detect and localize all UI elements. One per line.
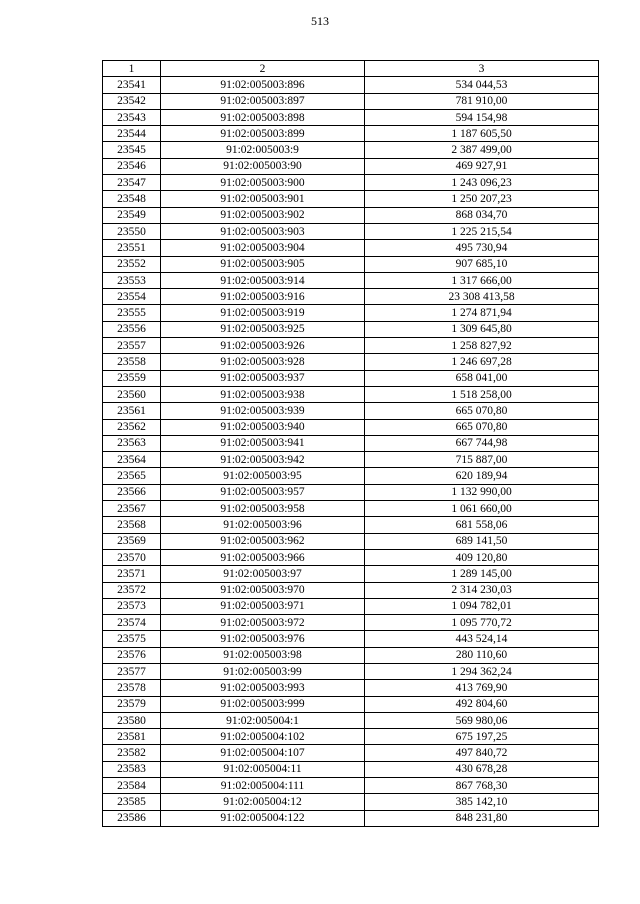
value-cell: 497 840,72: [365, 745, 599, 761]
table-body: [103, 77, 599, 827]
table-row: [103, 680, 599, 696]
page-number: 513: [311, 14, 329, 28]
value-cell: 23 308 413,58: [365, 289, 599, 305]
row-number-cell: 23567: [103, 501, 161, 517]
row-number-cell: 23560: [103, 386, 161, 402]
row-number-cell: 23547: [103, 175, 161, 191]
value-cell: 620 189,94: [365, 468, 599, 484]
table-row: [103, 729, 599, 745]
row-number-cell: 23569: [103, 533, 161, 549]
table-row: [103, 272, 599, 288]
value-cell: 1 094 782,01: [365, 598, 599, 614]
table-row: [103, 256, 599, 272]
cadastral-number-cell: 91:02:005004:111: [161, 778, 365, 794]
table-row: [103, 631, 599, 647]
cadastral-number-cell: 91:02:005003:95: [161, 468, 365, 484]
cadastral-number-cell: 91:02:005003:900: [161, 175, 365, 191]
value-cell: 385 142,10: [365, 794, 599, 810]
value-cell: 1 250 207,23: [365, 191, 599, 207]
cadastral-number-cell: 91:02:005003:98: [161, 647, 365, 663]
data-table: [102, 60, 599, 827]
value-cell: 715 887,00: [365, 452, 599, 468]
row-number-cell: 23571: [103, 566, 161, 582]
value-cell: 1 274 871,94: [365, 305, 599, 321]
table-row: [103, 566, 599, 582]
value-cell: 413 769,90: [365, 680, 599, 696]
table-row: [103, 484, 599, 500]
row-number-cell: 23544: [103, 126, 161, 142]
row-number-cell: 23583: [103, 761, 161, 777]
cadastral-number-cell: 91:02:005003:940: [161, 419, 365, 435]
cadastral-number-cell: 91:02:005003:90: [161, 158, 365, 174]
table-row: [103, 386, 599, 402]
cadastral-number-cell: 91:02:005003:925: [161, 321, 365, 337]
row-number-cell: 23552: [103, 256, 161, 272]
row-number-cell: 23582: [103, 745, 161, 761]
cadastral-number-cell: 91:02:005003:905: [161, 256, 365, 272]
row-number-cell: 23561: [103, 403, 161, 419]
value-cell: 658 041,00: [365, 370, 599, 386]
table-row: [103, 240, 599, 256]
value-cell: 495 730,94: [365, 240, 599, 256]
row-number-cell: 23579: [103, 696, 161, 712]
cadastral-number-cell: 91:02:005003:999: [161, 696, 365, 712]
table-row: [103, 696, 599, 712]
value-cell: 689 141,50: [365, 533, 599, 549]
row-number-cell: 23543: [103, 109, 161, 125]
row-number-cell: 23585: [103, 794, 161, 810]
row-number-cell: 23576: [103, 647, 161, 663]
table-row: [103, 338, 599, 354]
column-header: 1: [103, 61, 161, 77]
row-number-cell: 23566: [103, 484, 161, 500]
value-cell: 1 243 096,23: [365, 175, 599, 191]
table-row: [103, 77, 599, 93]
cadastral-number-cell: 91:02:005003:896: [161, 77, 365, 93]
table-row: [103, 615, 599, 631]
cadastral-number-cell: 91:02:005003:902: [161, 207, 365, 223]
cadastral-number-cell: 91:02:005003:898: [161, 109, 365, 125]
value-cell: 1 061 660,00: [365, 501, 599, 517]
value-cell: 2 387 499,00: [365, 142, 599, 158]
value-cell: 443 524,14: [365, 631, 599, 647]
row-number-cell: 23568: [103, 517, 161, 533]
column-header: 3: [365, 61, 599, 77]
table-row: [103, 778, 599, 794]
table-row: [103, 370, 599, 386]
table-row: [103, 468, 599, 484]
cadastral-number-cell: 91:02:005003:942: [161, 452, 365, 468]
cadastral-number-cell: 91:02:005003:899: [161, 126, 365, 142]
cadastral-number-cell: 91:02:005003:901: [161, 191, 365, 207]
table-row: [103, 647, 599, 663]
table-row: [103, 517, 599, 533]
table-row: [103, 810, 599, 826]
cadastral-number-cell: 91:02:005003:937: [161, 370, 365, 386]
table-row: [103, 175, 599, 191]
cadastral-number-cell: 91:02:005003:976: [161, 631, 365, 647]
cadastral-number-cell: 91:02:005004:1: [161, 712, 365, 728]
row-number-cell: 23578: [103, 680, 161, 696]
value-cell: 1 225 215,54: [365, 223, 599, 239]
row-number-cell: 23541: [103, 77, 161, 93]
table-row: [103, 533, 599, 549]
row-number-cell: 23555: [103, 305, 161, 321]
value-cell: 665 070,80: [365, 419, 599, 435]
table-row: [103, 93, 599, 109]
row-number-cell: 23550: [103, 223, 161, 239]
table-row: [103, 761, 599, 777]
table-row: [103, 712, 599, 728]
value-cell: 907 685,10: [365, 256, 599, 272]
table-row: [103, 223, 599, 239]
value-cell: 667 744,98: [365, 435, 599, 451]
row-number-cell: 23563: [103, 435, 161, 451]
row-number-cell: 23586: [103, 810, 161, 826]
cadastral-number-cell: 91:02:005004:11: [161, 761, 365, 777]
cadastral-number-cell: 91:02:005003:903: [161, 223, 365, 239]
row-number-cell: 23556: [103, 321, 161, 337]
value-cell: 867 768,30: [365, 778, 599, 794]
cadastral-number-cell: 91:02:005004:107: [161, 745, 365, 761]
table-row: [103, 305, 599, 321]
value-cell: 1 258 827,92: [365, 338, 599, 354]
table-row: [103, 207, 599, 223]
cadastral-number-cell: 91:02:005003:993: [161, 680, 365, 696]
row-number-cell: 23572: [103, 582, 161, 598]
cadastral-number-cell: 91:02:005003:939: [161, 403, 365, 419]
cadastral-number-cell: 91:02:005003:971: [161, 598, 365, 614]
table-row: [103, 158, 599, 174]
value-cell: 665 070,80: [365, 403, 599, 419]
table-row: [103, 663, 599, 679]
table-row: [103, 598, 599, 614]
row-number-cell: 23573: [103, 598, 161, 614]
cadastral-number-cell: 91:02:005003:972: [161, 615, 365, 631]
row-number-cell: 23559: [103, 370, 161, 386]
value-cell: 409 120,80: [365, 549, 599, 565]
row-number-cell: 23549: [103, 207, 161, 223]
row-number-cell: 23562: [103, 419, 161, 435]
cadastral-number-cell: 91:02:005003:897: [161, 93, 365, 109]
cadastral-number-cell: 91:02:005003:962: [161, 533, 365, 549]
row-number-cell: 23553: [103, 272, 161, 288]
table-row: [103, 501, 599, 517]
value-cell: 848 231,80: [365, 810, 599, 826]
value-cell: 1 187 605,50: [365, 126, 599, 142]
row-number-cell: 23580: [103, 712, 161, 728]
row-number-cell: 23554: [103, 289, 161, 305]
table-header-row: [103, 61, 599, 77]
table-row: [103, 354, 599, 370]
cadastral-number-cell: 91:02:005004:12: [161, 794, 365, 810]
value-cell: 868 034,70: [365, 207, 599, 223]
value-cell: 1 317 666,00: [365, 272, 599, 288]
value-cell: 1 309 645,80: [365, 321, 599, 337]
value-cell: 1 294 362,24: [365, 663, 599, 679]
cadastral-number-cell: 91:02:005003:966: [161, 549, 365, 565]
cadastral-number-cell: 91:02:005003:96: [161, 517, 365, 533]
table-row: [103, 109, 599, 125]
value-cell: 1 246 697,28: [365, 354, 599, 370]
table-row: [103, 582, 599, 598]
cadastral-number-cell: 91:02:005003:928: [161, 354, 365, 370]
row-number-cell: 23542: [103, 93, 161, 109]
value-cell: 492 804,60: [365, 696, 599, 712]
row-number-cell: 23557: [103, 338, 161, 354]
value-cell: 430 678,28: [365, 761, 599, 777]
cadastral-number-cell: 91:02:005003:938: [161, 386, 365, 402]
table-row: [103, 419, 599, 435]
table-row: [103, 403, 599, 419]
cadastral-number-cell: 91:02:005003:957: [161, 484, 365, 500]
row-number-cell: 23548: [103, 191, 161, 207]
cadastral-number-cell: 91:02:005003:919: [161, 305, 365, 321]
value-cell: 675 197,25: [365, 729, 599, 745]
table-row: [103, 549, 599, 565]
value-cell: 569 980,06: [365, 712, 599, 728]
row-number-cell: 23577: [103, 663, 161, 679]
cadastral-number-cell: 91:02:005003:914: [161, 272, 365, 288]
row-number-cell: 23546: [103, 158, 161, 174]
cadastral-number-cell: 91:02:005003:916: [161, 289, 365, 305]
row-number-cell: 23575: [103, 631, 161, 647]
cadastral-number-cell: 91:02:005004:122: [161, 810, 365, 826]
value-cell: 1 289 145,00: [365, 566, 599, 582]
cadastral-number-cell: 91:02:005003:9: [161, 142, 365, 158]
row-number-cell: 23564: [103, 452, 161, 468]
table-row: [103, 745, 599, 761]
table-row: [103, 435, 599, 451]
cadastral-number-cell: 91:02:005003:958: [161, 501, 365, 517]
value-cell: 781 910,00: [365, 93, 599, 109]
table-row: [103, 126, 599, 142]
value-cell: 1 095 770,72: [365, 615, 599, 631]
table-row: [103, 289, 599, 305]
row-number-cell: 23558: [103, 354, 161, 370]
table-row: [103, 142, 599, 158]
cadastral-number-cell: 91:02:005003:941: [161, 435, 365, 451]
table-row: [103, 321, 599, 337]
cadastral-number-cell: 91:02:005004:102: [161, 729, 365, 745]
value-cell: 2 314 230,03: [365, 582, 599, 598]
column-header: 2: [161, 61, 365, 77]
value-cell: 1 132 990,00: [365, 484, 599, 500]
row-number-cell: 23584: [103, 778, 161, 794]
row-number-cell: 23545: [103, 142, 161, 158]
table-row: [103, 794, 599, 810]
row-number-cell: 23551: [103, 240, 161, 256]
table-row: [103, 452, 599, 468]
cadastral-number-cell: 91:02:005003:99: [161, 663, 365, 679]
row-number-cell: 23565: [103, 468, 161, 484]
cadastral-number-cell: 91:02:005003:97: [161, 566, 365, 582]
table-row: [103, 191, 599, 207]
cadastral-number-cell: 91:02:005003:904: [161, 240, 365, 256]
value-cell: 534 044,53: [365, 77, 599, 93]
row-number-cell: 23570: [103, 549, 161, 565]
cadastral-number-cell: 91:02:005003:926: [161, 338, 365, 354]
row-number-cell: 23581: [103, 729, 161, 745]
value-cell: 469 927,91: [365, 158, 599, 174]
value-cell: 681 558,06: [365, 517, 599, 533]
value-cell: 280 110,60: [365, 647, 599, 663]
value-cell: 1 518 258,00: [365, 386, 599, 402]
row-number-cell: 23574: [103, 615, 161, 631]
value-cell: 594 154,98: [365, 109, 599, 125]
cadastral-number-cell: 91:02:005003:970: [161, 582, 365, 598]
